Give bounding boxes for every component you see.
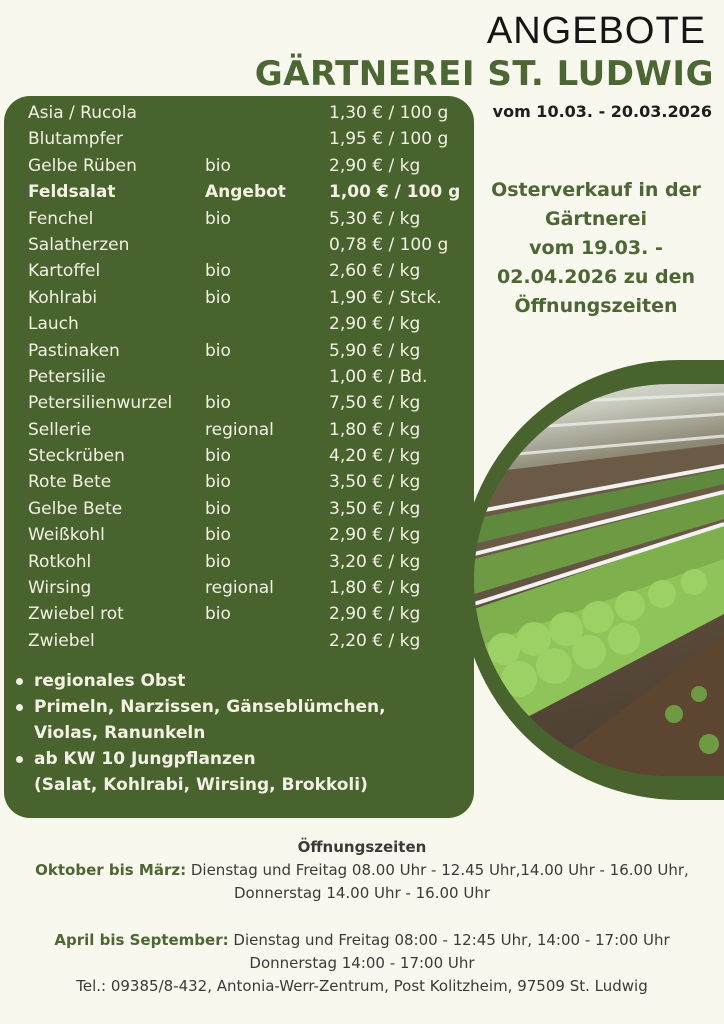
notes-item-text: Primeln, Narzissen, Gänseblümchen, bbox=[34, 697, 386, 717]
summer-text: Dienstag und Freitag 08:00 - 12:45 Uhr, 14:00 - 17:00 Uhr bbox=[228, 931, 670, 949]
greenhouse-photo bbox=[474, 384, 724, 776]
product-tag: regional bbox=[205, 419, 274, 440]
price-row bbox=[28, 100, 468, 126]
price-row bbox=[28, 206, 468, 232]
easter-line: Osterverkauf in der bbox=[491, 179, 701, 201]
product-price: 2,60 € / kg bbox=[329, 261, 421, 282]
product-price: 3,20 € / kg bbox=[329, 551, 421, 572]
product-price: 1,80 € / kg bbox=[329, 419, 421, 440]
notes-item-text: Violas, Ranunkeln bbox=[34, 723, 206, 743]
product-name: Steckrüben bbox=[28, 446, 125, 467]
product-price: 1,00 € / 100 g bbox=[329, 182, 461, 203]
winter-text: Dienstag und Freitag 08.00 Uhr - 12.45 Uhr,14.00 Uhr - 16.00 Uhr, bbox=[186, 861, 689, 879]
product-price: 2,90 € / kg bbox=[329, 155, 421, 176]
product-price: 1,80 € / kg bbox=[329, 578, 421, 599]
business-name: GÄRTNEREI ST. LUDWIG bbox=[254, 54, 714, 94]
easter-line: 02.04.2026 zu den bbox=[496, 266, 696, 288]
product-name: Rote Bete bbox=[28, 472, 112, 493]
product-tag: bio bbox=[205, 525, 231, 546]
price-row bbox=[28, 285, 468, 311]
product-tag: bio bbox=[205, 261, 231, 282]
price-row bbox=[28, 496, 468, 522]
price-row bbox=[28, 126, 468, 152]
product-name: Gelbe Rüben bbox=[28, 155, 137, 176]
price-row bbox=[28, 417, 468, 443]
price-row bbox=[28, 153, 468, 179]
product-price: 1,00 € / Bd. bbox=[329, 366, 428, 387]
product-name: Zwiebel rot bbox=[28, 604, 124, 625]
easter-line: Gärtnerei bbox=[544, 208, 648, 230]
greenhouse-photo-frame bbox=[460, 360, 724, 800]
price-row bbox=[28, 522, 468, 548]
page-title: ANGEBOTE bbox=[486, 10, 706, 52]
notes-item bbox=[14, 746, 464, 798]
notes-item-text: (Salat, Kohlrabi, Wirsing, Brokkoli) bbox=[34, 775, 368, 795]
product-price: 2,90 € / kg bbox=[329, 525, 421, 546]
product-name: Asia / Rucola bbox=[28, 103, 137, 123]
easter-line: vom 19.03. - bbox=[529, 237, 663, 259]
product-name: Wirsing bbox=[28, 578, 92, 599]
product-name: Sellerie bbox=[28, 419, 92, 440]
product-price: 1,95 € / 100 g bbox=[329, 129, 449, 150]
product-name: Feldsalat bbox=[28, 182, 116, 203]
product-name: Blutampfer bbox=[28, 129, 124, 150]
easter-line: Öffnungszeiten bbox=[514, 295, 678, 317]
price-row bbox=[28, 311, 468, 337]
notes-item bbox=[14, 694, 464, 746]
product-name: Fenchel bbox=[28, 208, 94, 229]
price-row bbox=[28, 601, 468, 627]
summer-label: April bis September: bbox=[54, 931, 229, 949]
winter-text-thursday: Donnerstag 14.00 Uhr - 16.00 Uhr bbox=[234, 884, 490, 902]
opening-hours bbox=[0, 836, 724, 998]
easter-sale-notice bbox=[475, 176, 717, 321]
product-price: 3,50 € / kg bbox=[329, 498, 421, 519]
product-tag: bio bbox=[205, 446, 231, 467]
winter-hours bbox=[0, 859, 724, 882]
product-price: 2,90 € / kg bbox=[329, 314, 421, 335]
product-price: 0,78 € / 100 g bbox=[329, 234, 449, 255]
notes-item bbox=[14, 668, 464, 694]
product-name: Kohlrabi bbox=[28, 287, 98, 308]
price-panel bbox=[4, 96, 474, 818]
offer-dates: vom 10.03. - 20.03.2026 bbox=[492, 102, 712, 121]
price-list bbox=[28, 100, 468, 654]
product-name: Gelbe Bete bbox=[28, 498, 123, 519]
product-name: Petersilienwurzel bbox=[28, 393, 173, 414]
product-tag: bio bbox=[205, 551, 231, 572]
product-tag: bio bbox=[205, 472, 231, 493]
summer-text-thursday: Donnerstag 14:00 - 17:00 Uhr bbox=[249, 954, 475, 972]
product-tag: bio bbox=[205, 287, 231, 308]
product-name: Kartoffel bbox=[28, 261, 101, 282]
product-price: 5,90 € / kg bbox=[329, 340, 421, 361]
product-price: 5,30 € / kg bbox=[329, 208, 421, 229]
product-tag: bio bbox=[205, 208, 231, 229]
product-price: 1,90 € / Stck. bbox=[329, 287, 442, 308]
product-price: 2,20 € / kg bbox=[329, 630, 421, 651]
product-name: Lauch bbox=[28, 314, 79, 335]
product-price: 1,30 € / 100 g bbox=[329, 103, 449, 123]
product-price: 2,90 € / kg bbox=[329, 604, 421, 625]
product-tag: bio bbox=[205, 498, 231, 519]
price-row bbox=[28, 364, 468, 390]
price-row bbox=[28, 338, 468, 364]
winter-label: Oktober bis März: bbox=[35, 861, 187, 879]
product-price: 7,50 € / kg bbox=[329, 393, 421, 414]
opening-hours-title: Öffnungszeiten bbox=[297, 838, 427, 856]
greenhouse-illustration bbox=[474, 384, 724, 776]
product-name: Rotkohl bbox=[28, 551, 92, 572]
price-row bbox=[28, 232, 468, 258]
price-row bbox=[28, 575, 468, 601]
price-row bbox=[28, 628, 468, 654]
product-tag: bio bbox=[205, 155, 231, 176]
product-tag: Angebot bbox=[205, 182, 286, 203]
price-row bbox=[28, 179, 468, 205]
price-row bbox=[28, 258, 468, 284]
product-name: Zwiebel bbox=[28, 630, 95, 651]
product-tag: bio bbox=[205, 340, 231, 361]
product-tag: bio bbox=[205, 393, 231, 414]
contact-info: Tel.: 09385/8-432, Antonia-Werr-Zentrum, Post Kolitzheim, 97509 St. Ludwig bbox=[76, 977, 648, 995]
notes-item-text: ab KW 10 Jungpflanzen bbox=[34, 749, 256, 769]
price-row bbox=[28, 443, 468, 469]
price-row bbox=[28, 469, 468, 495]
product-price: 3,50 € / kg bbox=[329, 472, 421, 493]
product-tag: bio bbox=[205, 604, 231, 625]
product-name: Salatherzen bbox=[28, 234, 130, 255]
product-name: Pastinaken bbox=[28, 340, 120, 361]
price-row bbox=[28, 390, 468, 416]
product-tag: regional bbox=[205, 578, 274, 599]
product-price: 4,20 € / kg bbox=[329, 446, 421, 467]
product-name: Petersilie bbox=[28, 366, 106, 387]
summer-hours bbox=[0, 929, 724, 952]
price-row bbox=[28, 549, 468, 575]
notes-item-text: regionales Obst bbox=[34, 671, 186, 691]
notes-list bbox=[14, 668, 464, 798]
product-name: Weißkohl bbox=[28, 525, 105, 546]
